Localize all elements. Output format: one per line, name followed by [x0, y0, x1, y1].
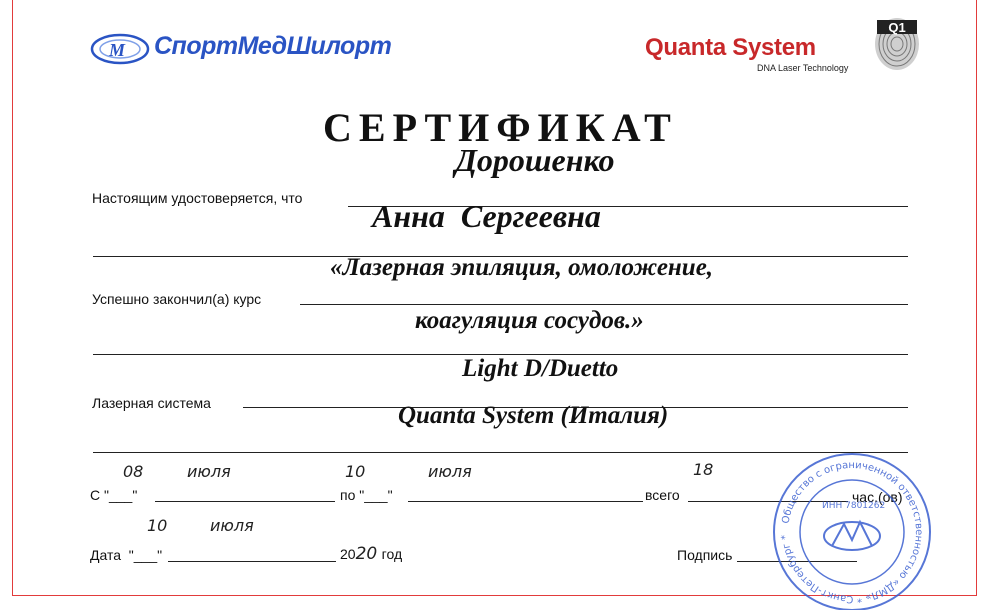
period-from-label: С "___"	[90, 487, 138, 503]
period-to-day: 10	[345, 462, 366, 481]
date-year	[340, 544, 402, 564]
period-to-label: по "___"	[340, 487, 393, 503]
period-from-month: июля	[187, 462, 231, 481]
date-year-handwritten: 20	[355, 544, 378, 564]
course-value-line2: коагуляция сосудов.»	[415, 307, 644, 334]
date-month: июля	[210, 516, 254, 535]
stamp-inn-text: ИНН 7801262	[822, 501, 886, 511]
period-from-month-line	[155, 501, 335, 502]
given-names-value: Анна Сергеевна	[372, 198, 601, 234]
system-value-line2: Quanta System (Италия)	[398, 402, 669, 429]
signature-label: Подпись	[677, 547, 733, 563]
period-to-month-line	[408, 501, 643, 502]
period-to-month: июля	[428, 462, 472, 481]
certificate-title: СЕРТИФИКАТ	[323, 105, 678, 150]
period-total-label: всего	[645, 487, 680, 503]
course-value-line1: «Лазерная эпиляция, омоложение,	[330, 254, 714, 281]
surname-value: Дорошенко	[455, 142, 615, 178]
svg-text:М: М	[109, 40, 126, 60]
stamp-ring-text: Общество с ограниченной ответственностью «ДМЛ» * Санкт-Петербург *	[780, 459, 925, 605]
date-year-prefix: 20	[340, 546, 356, 562]
period-total-hours: 18	[693, 460, 714, 479]
sportmed-logo	[90, 28, 392, 70]
period-hours-label: час.(ов)	[852, 489, 903, 505]
system-value-line1: Light D/Duetto	[462, 355, 619, 382]
quanta-logo	[645, 14, 920, 76]
course-line-1	[300, 304, 908, 305]
company-stamp	[762, 450, 942, 610]
date-day: 10	[147, 516, 168, 535]
quanta-tagline: DNA Laser Technology	[757, 63, 849, 73]
svg-text:Q1: Q1	[888, 20, 906, 35]
course-label: Успешно закончил(а) курс	[92, 291, 262, 307]
certify-label: Настоящим удостоверяется, что	[92, 190, 303, 206]
fingerprint-icon	[873, 16, 921, 72]
date-year-suffix: год	[381, 546, 403, 562]
stamp-emblem-icon	[824, 522, 880, 550]
system-label: Лазерная система	[92, 395, 211, 411]
date-label: Дата "___"	[90, 547, 163, 563]
sportmed-logo-text: СпортМедШилорт	[154, 32, 392, 60]
sportmed-emblem-icon	[90, 31, 154, 67]
quanta-logo-text: Quanta System	[645, 34, 816, 61]
period-from-day: 08	[123, 462, 144, 481]
date-month-line	[168, 561, 336, 562]
